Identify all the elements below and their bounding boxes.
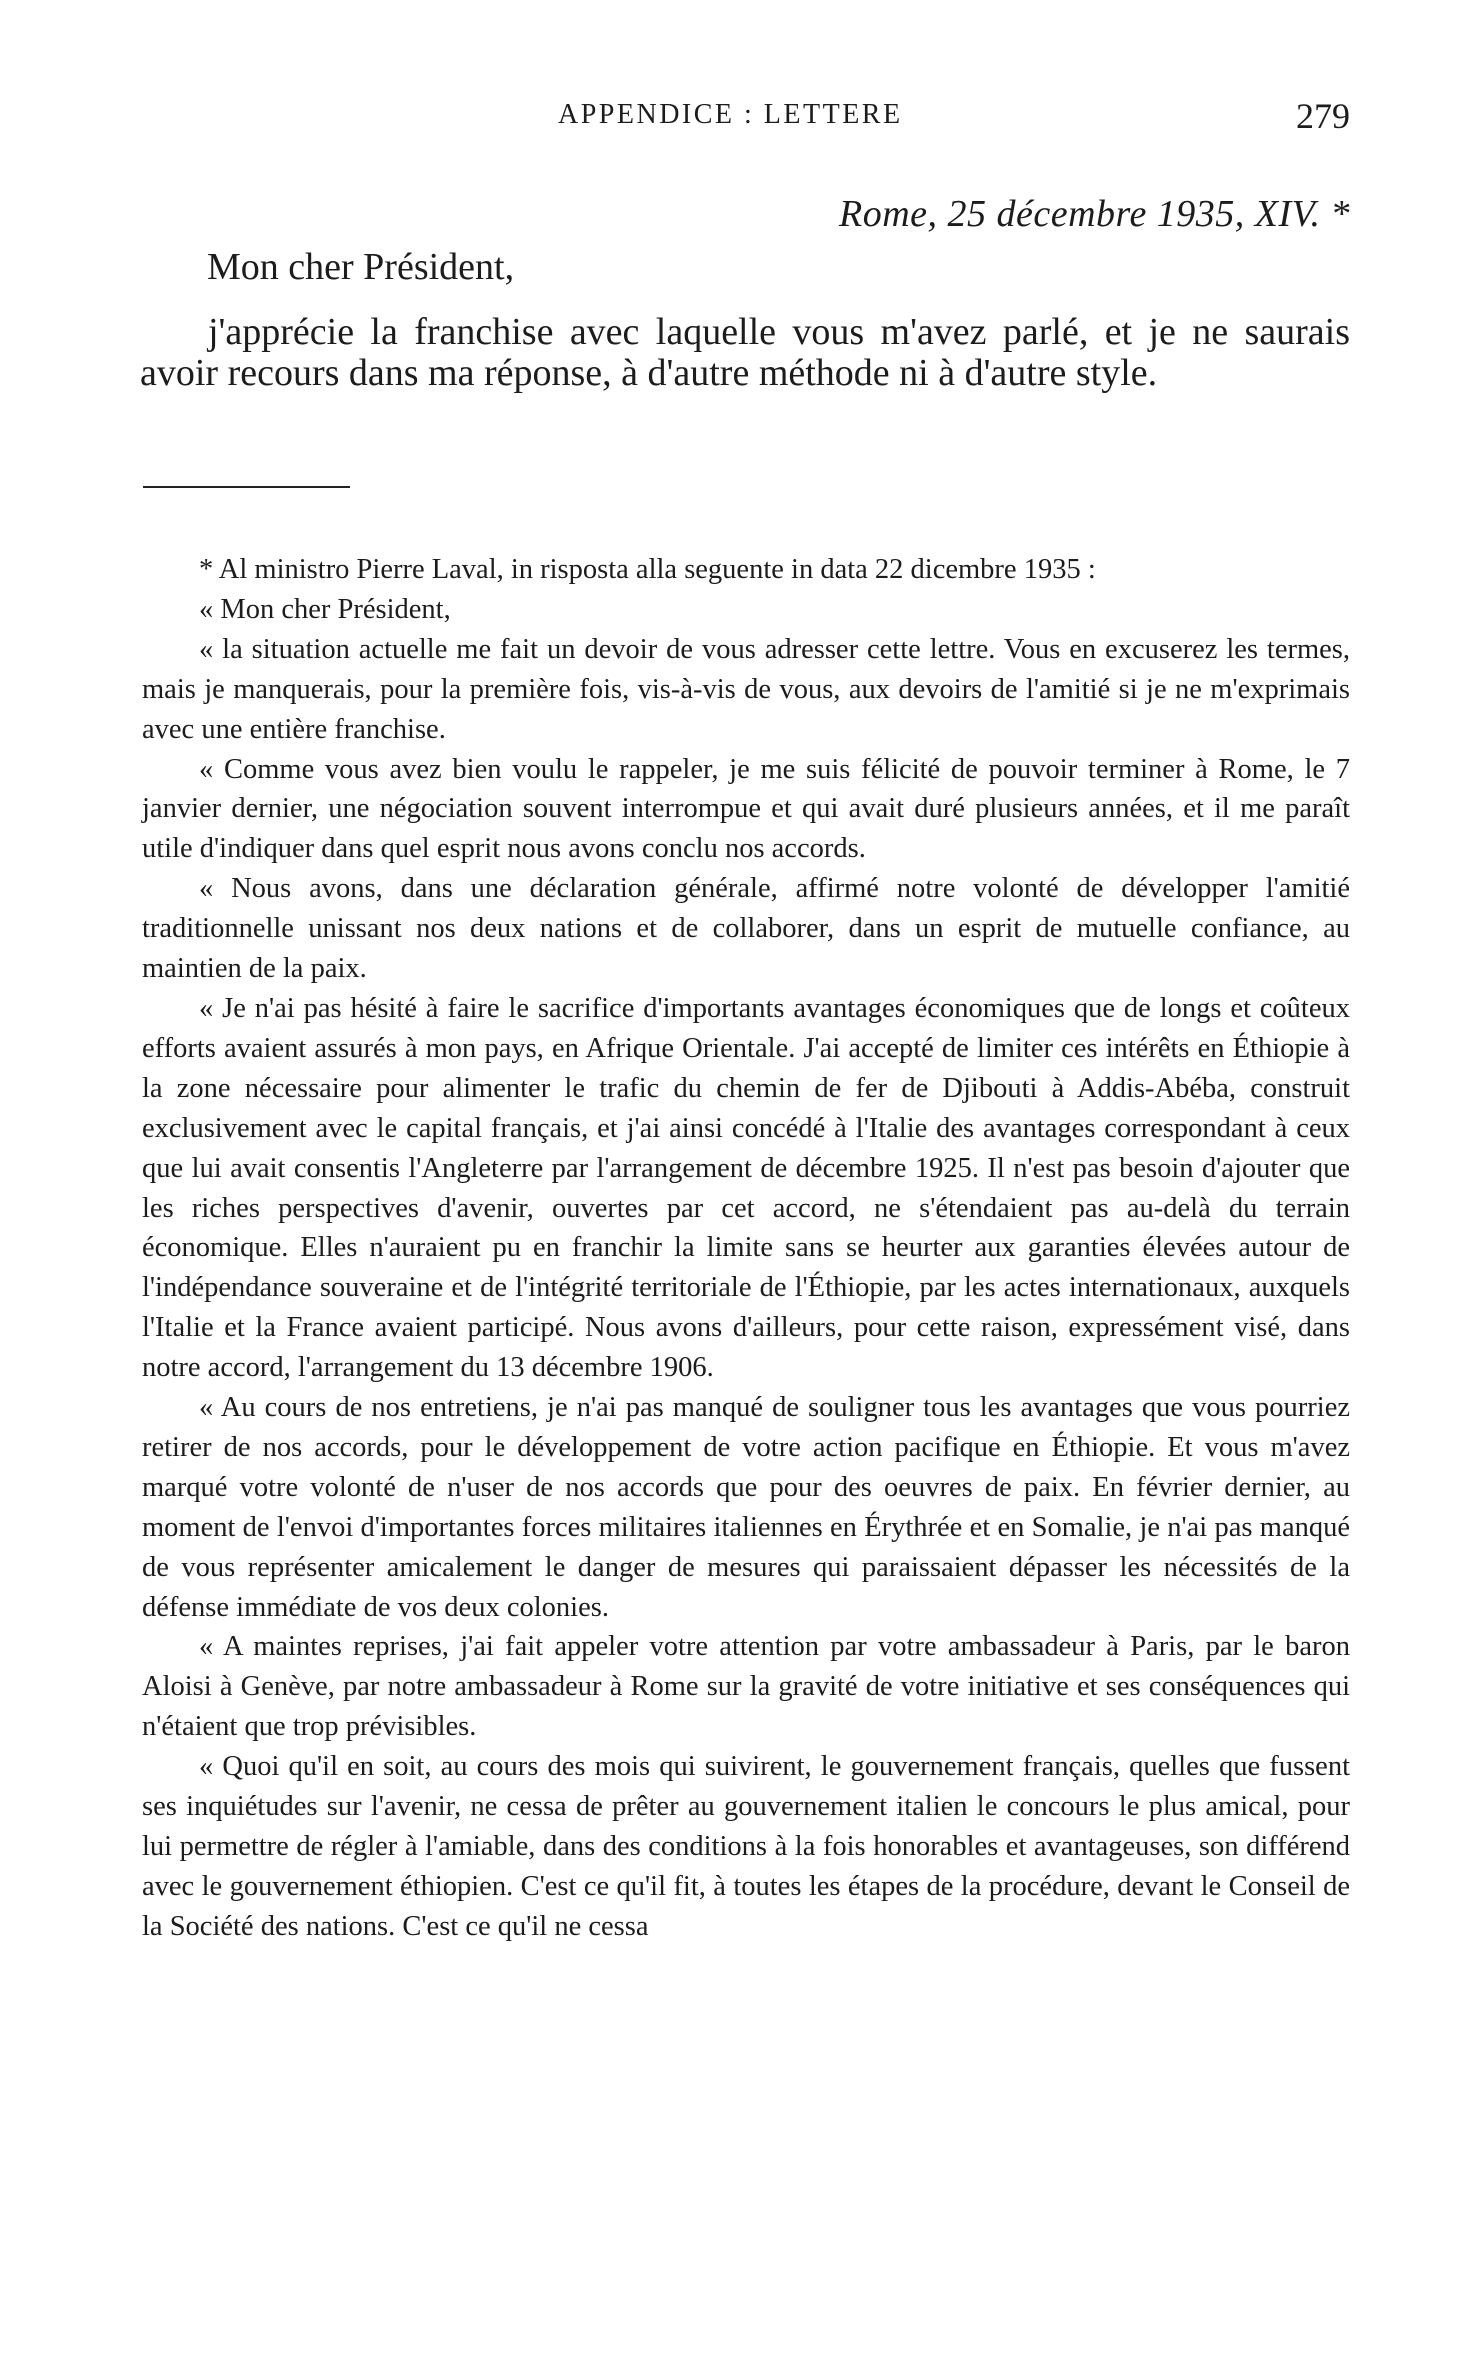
- footnote-paragraph: * Al ministro Pierre Laval, in risposta alla seguente in data 22 dicembre 1935 :: [199, 554, 1096, 585]
- footnote-paragraph: « Je n'ai pas hésité à faire le sacrifice d'importants avantages économiques que de longs et coûteux efforts avaient assurés à mon pays, en Afrique Orientale. J'ai accepté de limiter ces intérêts en Éthiopie à la zone nécessaire pour alimenter le trafic du chemin de fer de Djibouti à Addis-Abéba, construit exclusivement avec le capital français, et j'ai ainsi concédé à l'Italie des avantages correspondant à ceux que lui avait consentis l'Angleterre par l'arrangement de décembre 1925. Il n'est pas besoin d'ajouter que les riches perspectives d'avenir, ouvertes par cet accord, ne s'étendaient pas au-delà du terrain économique. Elles n'auraient pu en franchir la limite sans se heurter aux garanties élevées autour de l'indépendance souveraine et de l'intégrité territoriale de l'Éthiopie, par les actes internationaux, auxquels l'Italie et la France avaient participé. Nous avons d'ailleurs, pour cette raison, expressément visé, dans notre accord, l'arrangement du 13 décembre 1906.: [142, 992, 1350, 1384]
- page-number: 279: [1296, 96, 1350, 136]
- footnote-paragraph: « la situation actuelle me fait un devoir de vous adresser cette lettre. Vous en excuserez les termes, mais je manquerais, pour la première fois, vis-à-vis de vous, aux devoirs de l'amitié si je ne m'exprimais avec une entière franchise.: [142, 633, 1350, 745]
- letter-salutation: Mon cher Président,: [207, 246, 515, 288]
- footnote-paragraph: « Nous avons, dans une déclaration générale, affirmé notre volonté de développer l'amitié traditionnelle unissant nos deux nations et de collaborer, dans un esprit de mutuelle confiance, au maintien de la paix.: [142, 873, 1350, 985]
- footnote-paragraph: « Quoi qu'il en soit, au cours des mois qui suivirent, le gouvernement français, quelles que fussent ses inquiétudes sur l'avenir, ne cessa de prêter au gouvernement italien le concours le plus amical, pour lui permettre de régler à l'amiable, dans des conditions à la fois honorables et avantageuses, son différend avec le gouvernement éthiopien. C'est ce qu'il fit, à toutes les étapes de la procédure, devant le Conseil de la Société des nations. C'est ce qu'il ne cessa: [142, 1751, 1350, 1942]
- running-head: [140, 95, 1350, 145]
- letter-dateline: Rome, 25 décembre 1935, XIV. *: [839, 193, 1350, 235]
- footnote-paragraph: « A maintes reprises, j'ai fait appeler votre attention par votre ambassadeur à Paris, par le baron Aloisi à Genève, par notre ambassadeur à Rome sur la gravité de votre initiative et ses conséquences qui n'étaient que trop prévisibles.: [142, 1631, 1350, 1743]
- footnote-block: [142, 550, 1350, 1947]
- footnote-separator: [143, 486, 350, 488]
- footnote-paragraph: « Au cours de nos entretiens, je n'ai pas manqué de souligner tous les avantages que vous pourriez retirer de nos accords, pour le développement de votre action pacifique en Éthiopie. Et vous m'avez marqué votre volonté de n'user de nos accords que pour des oeuvres de paix. En février dernier, au moment de l'envoi d'importantes forces militaires italiennes en Érythrée et en Somalie, je n'ai pas manqué de vous représenter amicalement le danger de mesures qui paraissaient dépasser les nécessités de la défense immédiate de vos deux colonies.: [142, 1392, 1350, 1623]
- footnote-paragraph: « Comme vous avez bien voulu le rappeler, je me suis félicité de pouvoir terminer à Rome, le 7 janvier dernier, une négociation souvent interrompue et qui avait duré plusieurs années, et il me paraît utile d'indiquer dans quel esprit nous avons conclu nos accords.: [142, 753, 1350, 865]
- running-title: APPENDICE : LETTERE: [558, 99, 903, 130]
- footnote-paragraph: « Mon cher Président,: [199, 593, 451, 625]
- letter-body: j'apprécie la franchise avec laquelle vous m'avez parlé, et je ne saurais avoir recours dans ma réponse, à d'autre méthode ni à d'autre style.: [140, 311, 1350, 394]
